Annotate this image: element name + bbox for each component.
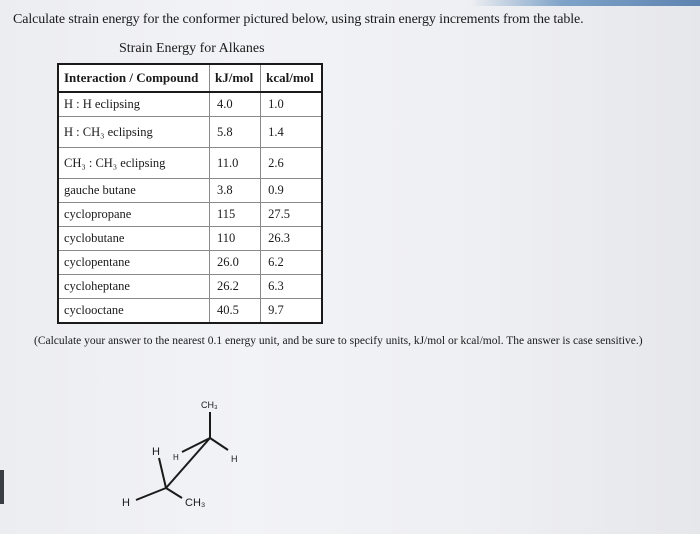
- table-row: [58, 179, 322, 203]
- instruction-note: (Calculate your answer to the nearest 0.1 energy unit, and be sure to specify units, kJ/mol or kcal/mol. The answer is case sensitive.): [34, 335, 643, 347]
- label-bottom-ch3: CH₃: [185, 497, 206, 509]
- interaction-cell: cyclooctane: [58, 299, 210, 324]
- bond-front-h-left: [159, 458, 166, 488]
- bond-central: [166, 438, 210, 488]
- kcal-cell: 6.3: [261, 275, 322, 299]
- kcal-cell: 26.3: [261, 227, 322, 251]
- table-row: [58, 117, 322, 148]
- table-row: [58, 203, 322, 227]
- kj-cell: 26.0: [210, 251, 261, 275]
- window-edge-bar: [0, 470, 4, 504]
- interaction-cell: H : H eclipsing: [58, 92, 210, 117]
- label-front-h-lower: H: [122, 497, 130, 509]
- kj-cell: 26.2: [210, 275, 261, 299]
- kcal-cell: 6.2: [261, 251, 322, 275]
- header-strip: [470, 0, 700, 6]
- kj-cell: 4.0: [210, 92, 261, 117]
- interaction-cell: H : CH₃ eclipsing: [58, 117, 210, 148]
- interaction-cell: cycloheptane: [58, 275, 210, 299]
- bond-front-h-lower: [136, 488, 166, 500]
- label-top-ch3: CH₃: [201, 400, 218, 410]
- header-kcal: kcal/mol: [261, 64, 322, 92]
- interaction-cell: CH₃ : CH₃ eclipsing: [58, 148, 210, 179]
- interaction-cell: cyclopentane: [58, 251, 210, 275]
- header-interaction: Interaction / Compound: [58, 64, 210, 92]
- label-front-h-left: H: [152, 446, 160, 458]
- bond-back-h-right: [210, 438, 228, 450]
- kj-cell: 110: [210, 227, 261, 251]
- label-back-h-upper: H: [173, 453, 179, 462]
- kcal-cell: 1.0: [261, 92, 322, 117]
- kj-cell: 11.0: [210, 148, 261, 179]
- table-row: [58, 251, 322, 275]
- bond-front-ch3: [166, 488, 182, 498]
- label-back-h-right: H: [231, 454, 238, 464]
- kcal-cell: 1.4: [261, 117, 322, 148]
- kcal-cell: 0.9: [261, 179, 322, 203]
- strain-energy-table: [57, 63, 323, 324]
- table-caption: Strain Energy for Alkanes: [119, 41, 265, 56]
- bond-back-h-upper: [182, 438, 210, 452]
- table-row: [58, 275, 322, 299]
- table-row: [58, 299, 322, 324]
- table-row: [58, 148, 322, 179]
- header-kj: kJ/mol: [210, 64, 261, 92]
- table-row: [58, 227, 322, 251]
- interaction-cell: gauche butane: [58, 179, 210, 203]
- kj-cell: 115: [210, 203, 261, 227]
- kj-cell: 40.5: [210, 299, 261, 324]
- interaction-cell: cyclobutane: [58, 227, 210, 251]
- kj-cell: 5.8: [210, 117, 261, 148]
- kcal-cell: 27.5: [261, 203, 322, 227]
- kcal-cell: 9.7: [261, 299, 322, 324]
- kj-cell: 3.8: [210, 179, 261, 203]
- table-header-row: [58, 64, 322, 92]
- sawhorse-structure: [100, 390, 280, 515]
- question-text: Calculate strain energy for the conformer pictured below, using strain energy increments from the table.: [13, 12, 584, 27]
- kcal-cell: 2.6: [261, 148, 322, 179]
- table-row: [58, 92, 322, 117]
- interaction-cell: cyclopropane: [58, 203, 210, 227]
